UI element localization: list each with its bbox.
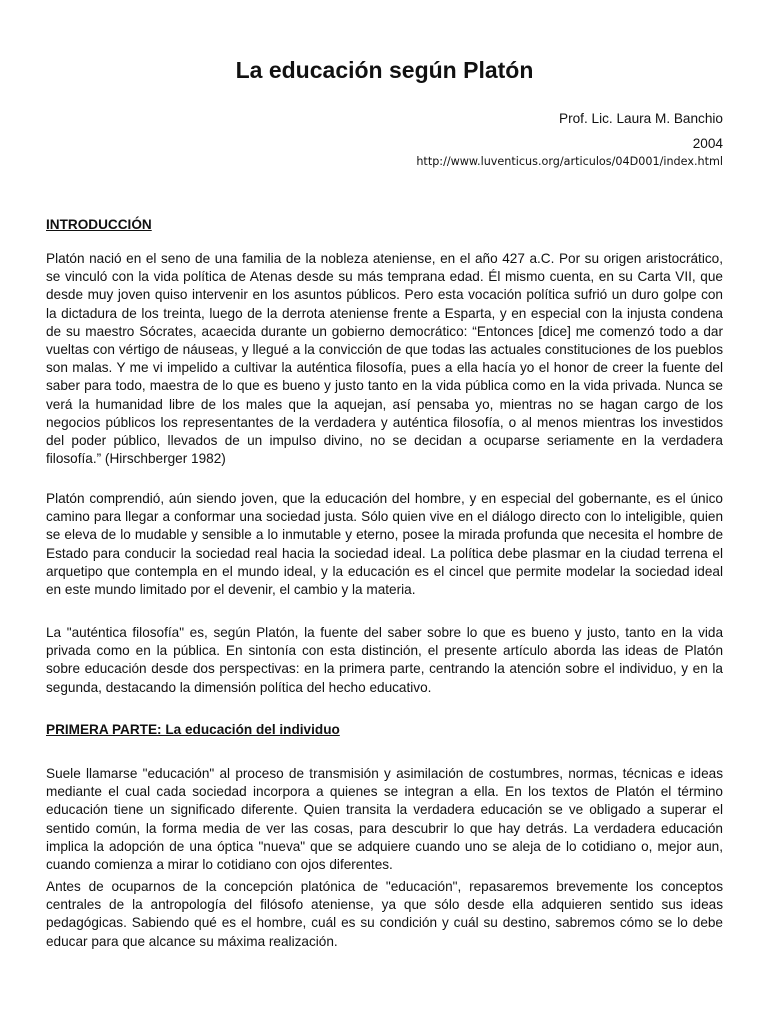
paragraph: Platón nació en el seno de una familia de la nobleza ateniense, en el año 427 a.C. Por su origen aristocrático, se vinculó con la vida política de Atenas desde su más temprana edad. Él mismo cuenta, en su Carta VII, que desde muy joven quiso intervenir en los asuntos públicos. Pero esta vocación política sufrió un duro golpe con la dictadura de los treinta, luego de la derrota ateniense frente a Esparta, y en especial con la injusta condena de su maestro Sócrates, acaecida durante un gobierno democrático: “Entonces [dice] me comenzó todo a dar vueltas con vértigo de náuseas, y llegué a la convicción de que todas las actuales constituciones de los pueblos son malas. Y me vi impelido a cultivar la auténtica filosofía, pues a ella hacía yo el honor de creer la fuente del saber para todo, maestra de lo que es bueno y justo tanto en la vida pública como en la vida privada. Nunca se verá la humanidad libre de los males que la aquejan, así pensaba yo, mientras no se hagan cargo de los negocios públicos los representantes de la verdadera y auténtica filosofía, o al menos mientras los investidos del poder público, llevados de un impulso divino, no se decidan a ocuparse seriamente en la verdadera filosofía.” (Hirschberger 1982): [46, 251, 723, 467]
paragraph: La "auténtica filosofía" es, según Platón, la fuente del saber sobre lo que es bueno y justo, tanto en la vida privada como en la pública. En sintonía con esta distinción, el presente artículo aborda las ideas de Platón sobre educación desde dos perspectivas: en la primera parte, centrando la atención sobre el individuo, y en la segunda, destacando la dimensión política del hecho educativo.: [46, 625, 723, 695]
publication-year: 2004: [692, 136, 723, 151]
source-link[interactable]: http://www.luventicus.org/articulos/04D001/index.html: [416, 155, 723, 168]
author-name: Prof. Lic. Laura M. Banchio: [559, 111, 723, 126]
section-heading-part-one: PRIMERA PARTE: La educación del individuo: [46, 722, 340, 737]
paragraph: Suele llamarse "educación" al proceso de transmisión y asimilación de costumbres, normas, técnicas e ideas mediante el cual cada sociedad incorpora a quienes se integran a ella. En los textos de Platón el término educación tiene un significado diferente. Quien transita la verdadera educación se ve obligado a superar el sentido común, la forma media de ver las cosas, para descubrir lo que hay detrás. La verdadera educación implica la adopción de una óptica "nueva" que se adquiere cuando uno se aleja de lo cotidiano o, mejor aun, cuando comienza a mirar lo cotidiano con ojos diferentes.: [46, 766, 723, 873]
paragraph: Platón comprendió, aún siendo joven, que la educación del hombre, y en especial del gobernante, es el único camino para llegar a conformar una sociedad justa. Sólo quien vive en el diálogo directo con lo inteligible, quien se eleva de lo mudable y sensible a lo inmutable y eterno, posee la mirada profunda que necesita el hombre de Estado para conducir la sociedad real hacia la sociedad ideal. La política debe plasmar en la ciudad terrena el arquetipo que contempla en el mundo ideal, y la educación es el cincel que permite modelar la sociedad ideal en este mundo limitado por el devenir, el cambio y la materia.: [46, 491, 723, 598]
section-heading-introduction: INTRODUCCIÓN: [46, 217, 152, 232]
paragraph: Antes de ocuparnos de la concepción platónica de "educación", repasaremos brevemente los conceptos centrales de la antropología del filósofo ateniense, ya que sólo desde ella adquieren sentido sus ideas pedagógicas. Sabiendo qué es el hombre, cuál es su condición y cuál su destino, sabremos cómo se lo debe educar para que alcance su máxima realización.: [46, 879, 723, 949]
document-title: La educación según Platón: [235, 57, 534, 83]
